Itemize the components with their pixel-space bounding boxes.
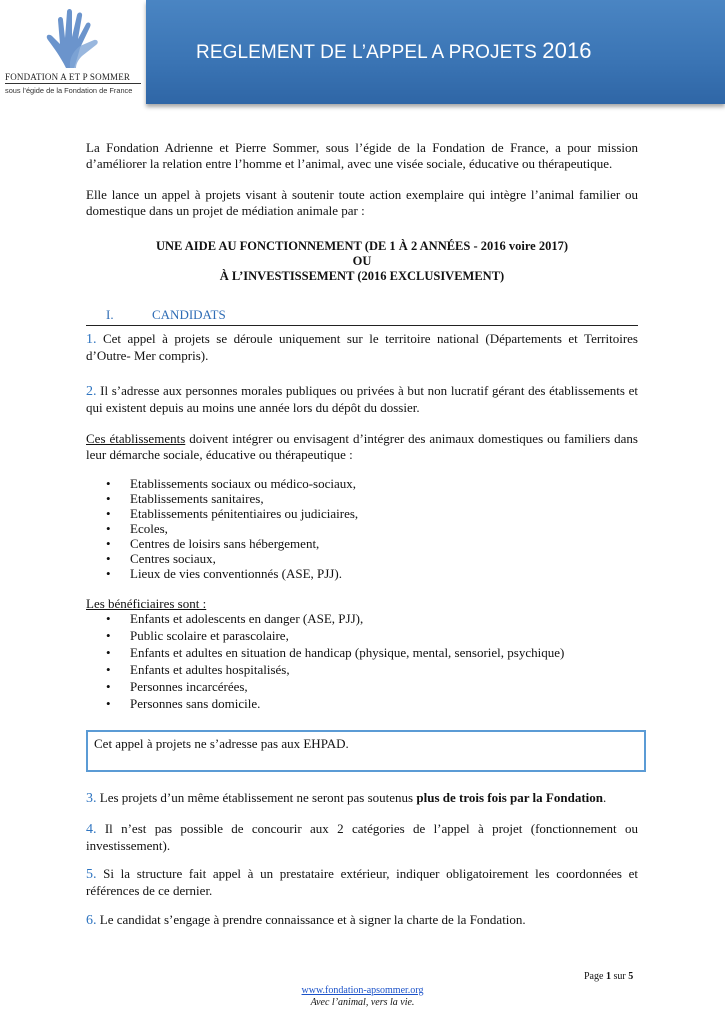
intro-paragraph-1: La Fondation Adrienne et Pierre Sommer, sous l’égide de la Fondation de France, a pour mission d’améliorer la relation entre l’homme et l’animal, avec une visée sociale, éducative ou thérapeutique.	[86, 140, 638, 171]
list-item: • Centres sociaux,	[106, 551, 216, 566]
establishments-rest: doivent intégrer ou envisagent d’intégrer des animaux domestiques ou familiers dans leur démarche sociale, éducative ou thérapeutique :	[86, 431, 638, 462]
bullet-icon: •	[106, 696, 111, 711]
org-name: FONDATION A ET P SOMMER	[5, 72, 141, 84]
item-3-text-c: .	[603, 790, 607, 805]
item-6	[86, 912, 638, 929]
bullet-icon: •	[106, 566, 111, 581]
list-item: • Personnes incarcérées,	[106, 679, 248, 694]
headline-line-1: UNE AIDE AU FONCTIONNEMENT (DE 1 À 2 ANNÉES - 2016 voire 2017)	[155, 239, 569, 253]
item-4-number: 4.	[86, 822, 97, 837]
title-text: REGLEMENT DE L’APPEL A PROJETS	[196, 42, 537, 63]
list-item: • Personnes sans domicile.	[106, 696, 261, 711]
item-5	[86, 866, 638, 899]
list-item: • Enfants et adultes hospitalisés,	[106, 662, 290, 677]
foundation-logo	[0, 0, 146, 104]
list-item: • Enfants et adolescents en danger (ASE, PJJ),	[106, 611, 364, 626]
bullet-icon: •	[106, 506, 111, 521]
bullet-icon: •	[106, 679, 111, 694]
bullet-icon: •	[106, 628, 111, 643]
hand-logo-icon	[36, 6, 102, 70]
item-1-text: Cet appel à projets se déroule uniquement sur le territoire national (Départements et Territoires d’Outre- Mer compris).	[86, 331, 638, 363]
item-2-number: 2.	[86, 384, 97, 399]
item-4-text: Il n’est pas possible de concourir aux 2 catégories de l’appel à projet (fonctionnement ou investissement).	[86, 821, 638, 853]
title-banner	[146, 0, 725, 104]
footer-tagline: Avec l’animal, vers la vie.	[310, 997, 415, 1008]
list-item: • Etablissements pénitentiaires ou judiciaires,	[106, 506, 359, 521]
headline-line-3: À L’INVESTISSEMENT (2016 EXCLUSIVEMENT)	[219, 269, 505, 283]
establishments-list	[86, 476, 638, 581]
list-item: • Etablissements sanitaires,	[106, 491, 264, 506]
item-1	[86, 331, 638, 364]
item-6-text: Le candidat s’engage à prendre connaissance et à signer la charte de la Fondation.	[99, 912, 526, 927]
item-3	[86, 790, 638, 807]
item-5-number: 5.	[86, 867, 97, 882]
bullet-icon: •	[106, 551, 111, 566]
note-box	[86, 730, 646, 772]
page-header	[0, 0, 725, 104]
bullet-icon: •	[106, 536, 111, 551]
list-item: • Public scolaire et parascolaire,	[106, 628, 289, 643]
headline-line-2: OU	[352, 254, 372, 268]
list-item: • Enfants et adultes en situation de handicap (physique, mental, sensoriel, psychique)	[106, 645, 565, 660]
page-title	[196, 38, 716, 64]
bullet-icon: •	[106, 645, 111, 660]
item-4	[86, 821, 638, 854]
bullet-icon: •	[106, 662, 111, 677]
section-heading-candidats	[86, 307, 638, 326]
org-subtitle: sous l’égide de la Fondation de France	[5, 86, 133, 95]
list-item: • Centres de loisirs sans hébergement,	[106, 536, 320, 551]
item-6-number: 6.	[86, 913, 97, 928]
item-3-text-bold: plus de trois fois par la Fondation	[416, 790, 603, 805]
item-2-text: Il s’adresse aux personnes morales publiques ou privées à but non lucratif gérant des établissements et qui existent depuis au moins une année lors du dépôt du dossier.	[86, 383, 638, 415]
note-box-text: Cet appel à projets ne s’adresse pas aux EHPAD.	[94, 736, 349, 751]
bullet-icon: •	[106, 611, 111, 626]
intro-paragraph-2: Elle lance un appel à projets visant à soutenir toute action exemplaire qui intègre l’animal familier ou domestique dans un projet de médiation animale par :	[86, 187, 638, 218]
website-link[interactable]: www.fondation-apsommer.org	[301, 985, 424, 996]
section-number: I.	[106, 307, 114, 322]
item-5-text: Si la structure fait appel à un prestataire extérieur, indiquer obligatoirement les coordonnées et références de ce dernier.	[86, 866, 638, 898]
item-2	[86, 383, 638, 416]
item-3-text-a: Les projets d’un même établissement ne seront pas soutenus	[99, 790, 417, 805]
beneficiaries-title: Les bénéficiaires sont :	[86, 596, 207, 611]
title-year: 2016	[542, 38, 592, 63]
list-item: • Lieux de vies conventionnés (ASE, PJJ).	[106, 566, 342, 581]
page-number: Page 1 sur 5	[584, 971, 634, 982]
bullet-icon: •	[106, 521, 111, 536]
item-3-number: 3.	[86, 791, 97, 806]
bullet-icon: •	[106, 491, 111, 506]
list-item: • Ecoles,	[106, 521, 168, 536]
section-label: CANDIDATS	[152, 307, 226, 322]
establishments-lead: Ces établissements	[86, 431, 186, 446]
list-item: • Etablissements sociaux ou médico-sociaux,	[106, 476, 357, 491]
bullet-icon: •	[106, 476, 111, 491]
establishments-intro	[86, 431, 638, 463]
beneficiaries-list	[86, 611, 638, 711]
item-1-number: 1.	[86, 332, 97, 347]
